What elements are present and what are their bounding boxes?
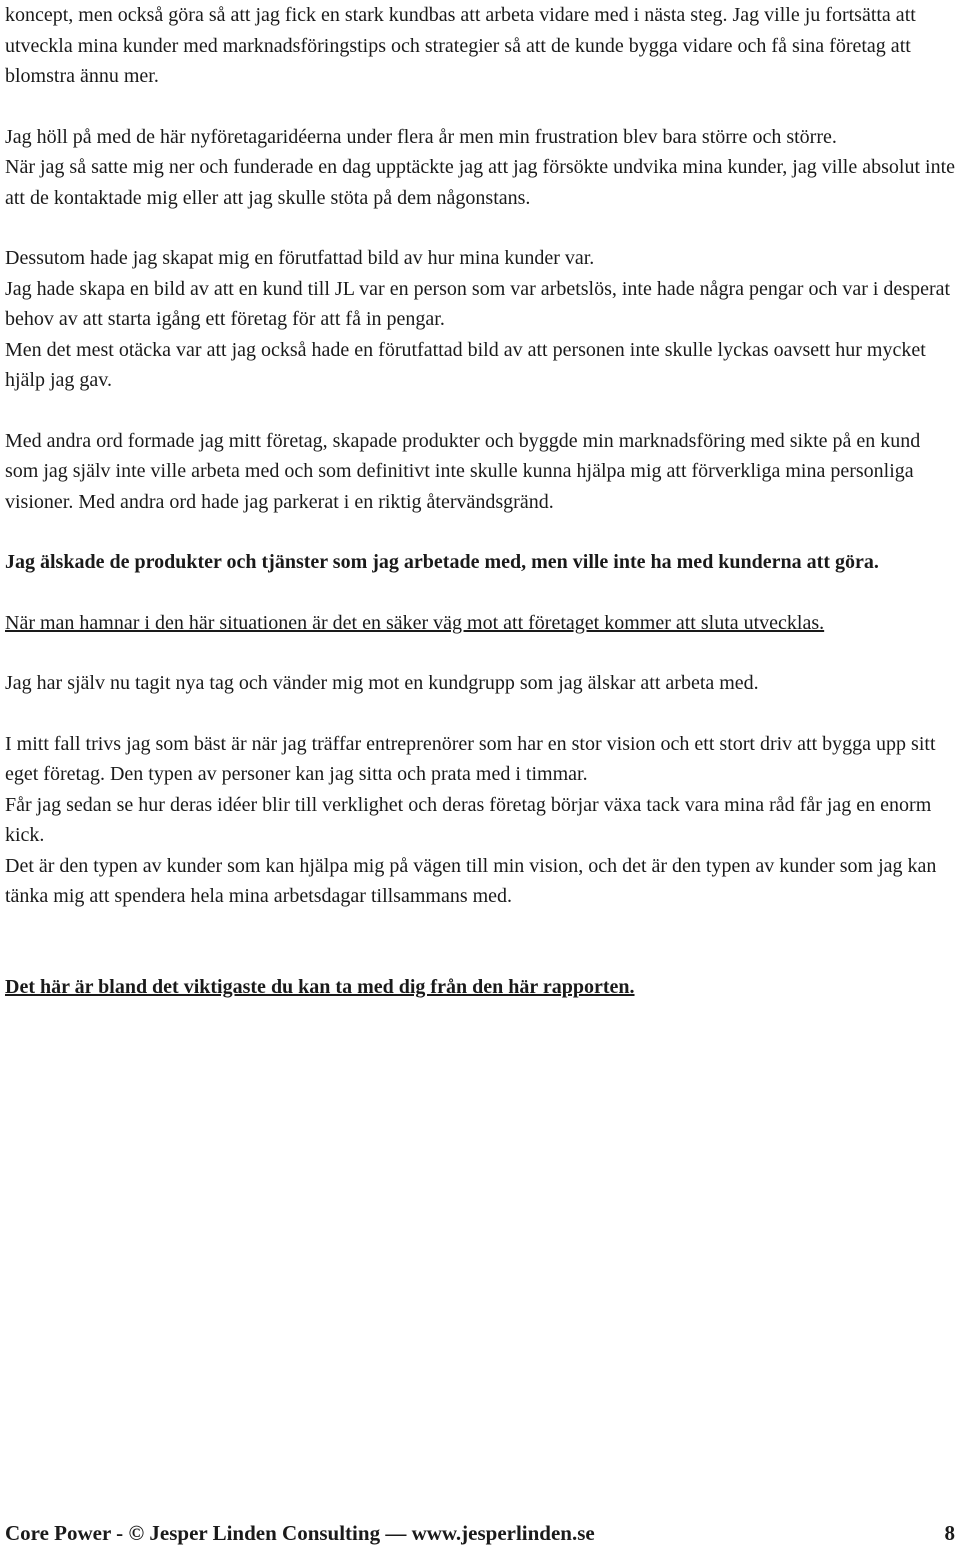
paragraph-loved-products: Jag älskade de produkter och tjänster som jag arbetade med, men ville inte ha med kunderna att göra. <box>5 551 879 573</box>
footer-website-link[interactable]: www.jesperlinden.se <box>406 1521 595 1545</box>
spacer <box>5 912 957 942</box>
paragraph-intro: koncept, men också göra så att jag fick en stark kundbas att arbeta vidare med i nästa steg. Jag ville ju fortsätta att utveckla mina kunder med marknadsföringstips och strategier så att de kunde bygga vidare och få sina företag att blomstra ännu mer. <box>5 4 916 87</box>
footer-dash: — <box>385 1521 407 1545</box>
paragraph-customer-image: Jag hade skapa en bild av att en kund till JL var en person som var arbetslös, inte hade några pengar och var i desperat behov av att starta igång ett företag för att få in pengar. <box>5 277 951 330</box>
page-footer <box>5 1518 955 1548</box>
spacer <box>5 578 957 608</box>
page-number: 8 <box>944 1521 955 1545</box>
paragraph-worst-part: Men det mest otäcka var att jag också hade en förutfattad bild av att personen inte skulle lyckas oavsett hur mycket hjälp jag gav. <box>5 338 926 391</box>
paragraph-entrepreneurs: I mitt fall trivs jag som bäst är när jag träffar entreprenörer som har en stor vision och ett stort driv att bygga upp sitt eget företag. Den typen av personer kan jag sitta och prata med i timmar. <box>5 732 936 785</box>
spacer <box>5 699 957 729</box>
copyright-icon: © <box>128 1521 145 1545</box>
footer-brand: Core Power - <box>5 1521 129 1545</box>
paragraph-warning: När man hamnar i den här situationen är det en säker väg mot att företaget kommer att sluta utvecklas. <box>5 611 825 634</box>
paragraph-dead-end: Med andra ord formade jag mitt företag, skapade produkter och byggde min marknadsföring med sikte på en kund som jag själv inte ville arbeta med och som definitivt inte skulle kunna hjälpa mig att förverkliga mina personliga visioner. Med andra ord hade jag parkerat i en riktig återvändsgränd. <box>5 429 921 513</box>
spacer <box>5 517 957 547</box>
spacer <box>5 942 957 972</box>
document-body <box>5 0 957 1002</box>
paragraph-frustration: Jag höll på med de här nyföretagaridéerna under flera år men min frustration blev bara större och större. <box>5 125 837 148</box>
paragraph-preconception: Dessutom hade jag skapat mig en förutfattad bild av hur mina kunder var. <box>5 247 595 269</box>
paragraph-new-direction: Jag har själv nu tagit nya tag och vänder mig mot en kundgrupp som jag älskar att arbeta med. <box>5 672 759 694</box>
spacer <box>5 92 957 122</box>
spacer <box>5 396 957 426</box>
paragraph-kick: Får jag sedan se hur deras idéer blir till verklighet och deras företag börjar växa tack vara mina råd får jag en enorm kick. <box>5 793 932 846</box>
paragraph-key-takeaway: Det här är bland det viktigaste du kan ta med dig från den här rapporten. <box>5 975 635 998</box>
spacer <box>5 638 957 668</box>
footer-company: Jesper Linden Consulting <box>144 1521 386 1545</box>
footer-credit <box>5 1518 595 1548</box>
paragraph-vision: Det är den typen av kunder som kan hjälpa mig på vägen till min vision, och det är den typen av kunder som jag kan tänka mig att spendera hela mina arbetsdagar tillsammans med. <box>5 854 937 907</box>
spacer <box>5 213 957 243</box>
paragraph-avoiding-customers: När jag så satte mig ner och funderade en dag upptäckte jag att jag försökte undvika mina kunder, jag ville absolut inte att de kontaktade mig eller att jag skulle stöta på dem någonstans. <box>5 156 955 209</box>
